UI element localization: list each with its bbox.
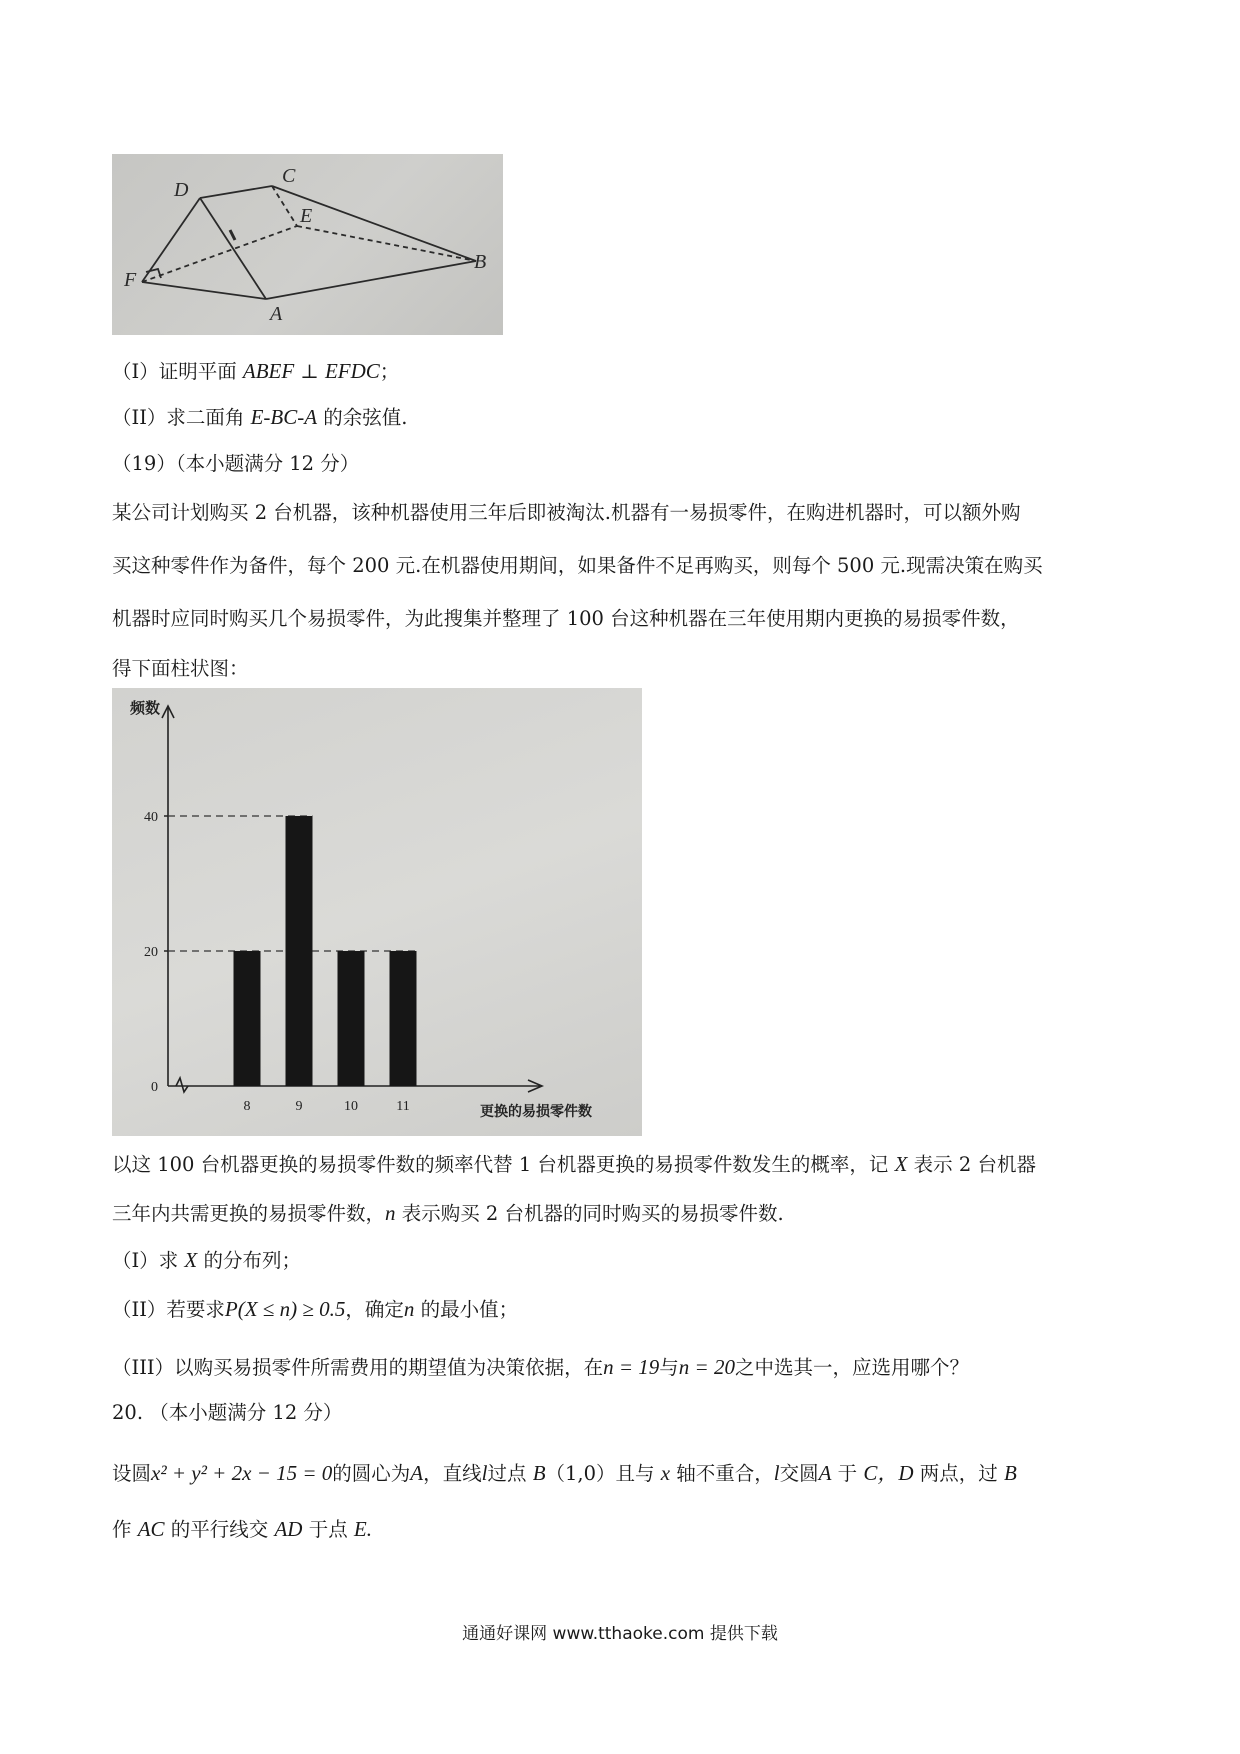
probability-expression: P(X ≤ n) ≥ 0.5 [224,1297,346,1321]
q19-after-line-2 [112,1199,784,1228]
segment-ad: AD [274,1517,303,1541]
circle-equation: x² + y² + 2x − 15 = 0 [151,1461,333,1485]
q20-text: 于点 [308,1518,348,1541]
point-b: B [1004,1461,1017,1485]
q19-part3-a: （III）以购买易损零件所需费用的期望值为决策依据，在 [112,1356,604,1379]
y-axis-label: 频数 [130,701,161,717]
label-e: E [300,205,313,227]
q20-text: 的圆心为 [332,1462,411,1485]
y-tick-label: 0 [151,1080,158,1095]
label-a: A [270,303,283,325]
q19-after-2b: 表示购买 2 台机器的同时购买的易损零件数. [401,1202,784,1225]
y-tick-label: 20 [144,945,158,960]
n-equals-19: n = 19 [603,1355,660,1379]
q18-part1-text: （I）证明平面 [112,360,237,383]
q19-part2 [112,1295,518,1324]
tick-mark [230,230,235,240]
edge-fe [142,226,297,282]
y-ticks [144,810,168,1095]
point-b: B [532,1461,546,1485]
q19-part2-c: 的最小值； [420,1298,519,1321]
q19-paragraph-line-2: 买这种零件作为备件，每个 200 元.在机器使用期间，如果备件不足再购买，则每个 500 元.现需决策在购买 [112,554,1043,577]
q20-header: 20. （本小题满分 12 分） [112,1401,343,1424]
segment-ac: AC [137,1517,165,1541]
q19-part1 [112,1246,301,1275]
edge-ce [272,186,297,226]
polyhedron-diagram [112,154,503,335]
bar [234,951,261,1086]
q19-paragraph-line-4: 得下面柱状图： [112,657,249,680]
q18-part2-suffix: 的余弦值. [323,406,408,429]
q20-text: 作 [112,1518,132,1541]
edge-da [200,198,266,299]
q20-line-2 [112,1515,372,1544]
q19-part3-b: 与 [659,1356,679,1379]
x-axis-label: 更换的易损零件数 [480,1105,592,1120]
bar [390,951,417,1086]
var-x: X [184,1248,198,1272]
q19-part2-b: ，确定 [345,1298,404,1321]
geometry-figure [112,154,503,335]
q18-part2 [112,403,408,432]
q20-text: ，直线 [423,1462,482,1485]
x-tick-label: 11 [396,1099,410,1114]
q20-text: 轴不重合， [676,1462,774,1485]
q20-text: 交圆 [779,1462,819,1485]
x-tick-label: 10 [344,1099,358,1114]
q20-line-1 [112,1459,1017,1488]
q20-text: 过点 [487,1462,527,1485]
point-e: E. [353,1517,372,1541]
label-c: C [282,165,296,187]
label-f: F [124,269,137,291]
q19-part1-a: （I）求 [112,1249,179,1272]
q19-after-line-1 [112,1150,1036,1179]
q20-text: 设圆 [112,1462,152,1485]
q20-text: 两点，过 [919,1462,998,1485]
q19-paragraph-line-1: 某公司计划购买 2 台机器，该种机器使用三年后即被淘汰.机器有一易损零件，在购进机器时，可以额外购 [112,501,1021,524]
edge-ab [266,261,476,299]
q19-part3-c: 之中选其一，应选用哪个？ [734,1356,969,1379]
point-a: A [818,1461,832,1485]
q20-text: 的平行线交 [170,1518,269,1541]
edge-fa [142,282,266,299]
q20-text: 于 [837,1462,858,1485]
var-n: n [385,1201,396,1225]
bar-chart-svg [112,688,642,1136]
q19-paragraph-line-3: 机器时应同时购买几个易损零件，为此搜集并整理了 100 台这种机器在三年使用期内更换的易损零件数， [112,607,1020,630]
q18-part1-plane1: ABEF [242,359,295,383]
x-tick-label: 8 [243,1099,251,1114]
edge-fd [142,198,200,282]
q19-after-1a: 以这 100 台机器更换的易损零件数的频率代替 1 台机器更换的易损零件数发生的概率，记 [112,1153,889,1176]
point-a: A [410,1461,424,1485]
points-c-d: C，D [863,1461,914,1485]
q19-part1-b: 的分布列； [203,1249,301,1272]
q19-after-2a: 三年内共需更换的易损零件数， [112,1202,386,1225]
axis-break [176,1078,188,1092]
var-x: x [660,1461,671,1485]
q19-header: （19）（本小题满分 12 分） [112,452,360,475]
q19-part2-a: （II）若要求 [112,1298,225,1321]
q19-after-1b: 表示 2 台机器 [913,1153,1036,1176]
perpendicular-symbol: ⊥ [300,360,319,383]
edge-eb [297,226,476,261]
q19-part3 [112,1353,969,1382]
n-equals-20: n = 20 [678,1355,735,1379]
bar-chart [112,688,642,1136]
var-x: X [894,1152,908,1176]
q18-part2-angle: E-BC-A [250,405,318,429]
line-l: l [481,1461,488,1485]
q18-part1 [112,357,399,386]
line-l: l [773,1461,780,1485]
label-d: D [174,179,189,201]
bar [338,951,365,1086]
y-tick-label: 40 [144,810,158,825]
edge-dc [200,186,272,198]
q20-text: （1,0）且与 [545,1462,655,1485]
q18-part2-text: （II）求二面角 [112,406,245,429]
x-tick-label: 9 [295,1099,303,1114]
label-b: B [474,251,487,273]
page-footer: 通通好课网 www.tthaoke.com 提供下载 [462,1624,778,1644]
q18-part1-plane2: EFDC [324,359,380,383]
q18-part1-suffix: ； [379,360,400,383]
x-ticks [244,1099,410,1114]
var-n: n [403,1297,415,1321]
bar [286,816,313,1086]
